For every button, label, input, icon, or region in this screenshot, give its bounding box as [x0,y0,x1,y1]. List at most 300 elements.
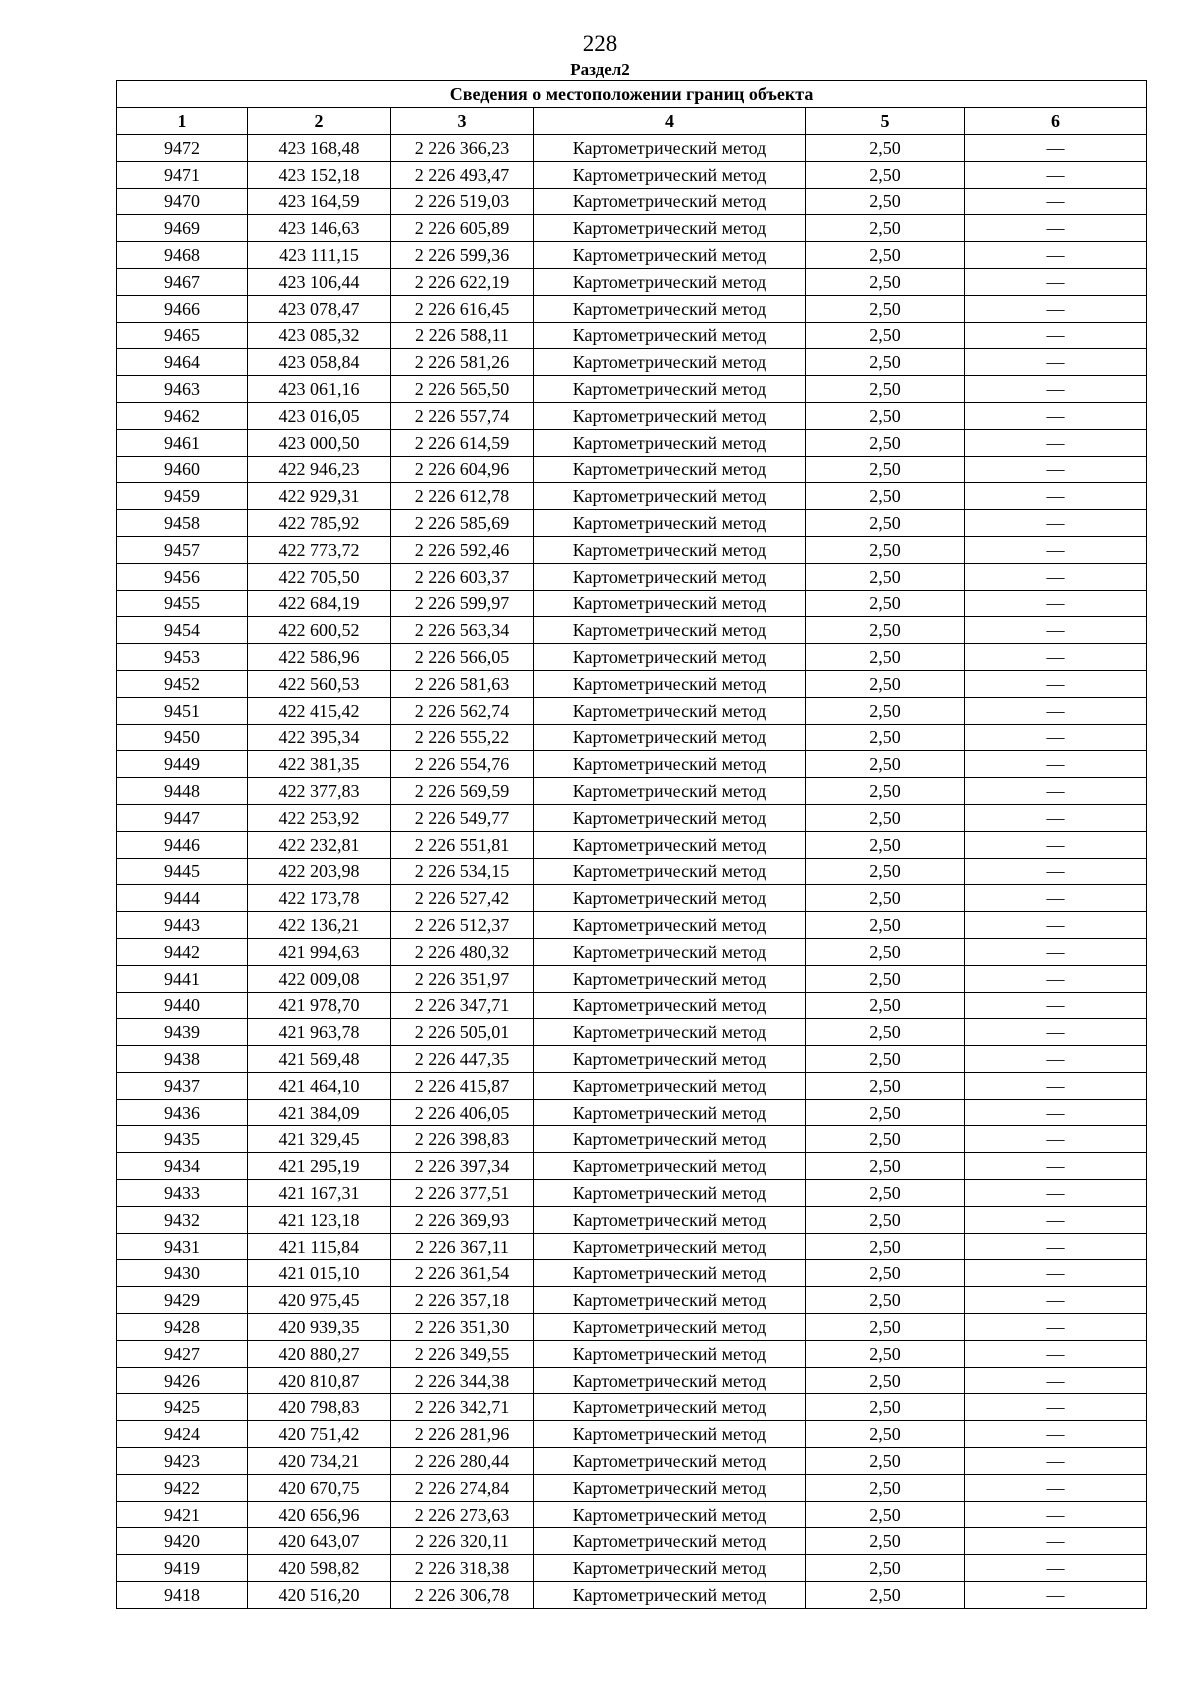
method-cell: Картометрический метод [534,1448,806,1475]
accuracy-cell: 2,50 [806,1206,965,1233]
y-coordinate-cell: 2 226 349,55 [391,1340,534,1367]
accuracy-cell: 2,50 [806,1046,965,1073]
y-coordinate-cell: 2 226 347,71 [391,992,534,1019]
table-row [117,1180,1147,1207]
y-coordinate-cell: 2 226 369,93 [391,1206,534,1233]
accuracy-cell: 2,50 [806,188,965,215]
method-cell: Картометрический метод [534,135,806,162]
y-coordinate-cell: 2 226 493,47 [391,161,534,188]
accuracy-cell: 2,50 [806,1582,965,1609]
method-cell: Картометрический метод [534,510,806,537]
accuracy-cell: 2,50 [806,724,965,751]
accuracy-cell: 2,50 [806,135,965,162]
method-cell: Картометрический метод [534,1099,806,1126]
x-coordinate-cell: 422 415,42 [248,697,391,724]
point-number-cell: 9435 [117,1126,248,1153]
table-row [117,1448,1147,1475]
description-cell: — [965,1340,1147,1367]
description-cell: — [965,429,1147,456]
accuracy-cell: 2,50 [806,858,965,885]
point-number-cell: 9420 [117,1528,248,1555]
y-coordinate-cell: 2 226 398,83 [391,1126,534,1153]
x-coordinate-cell: 423 168,48 [248,135,391,162]
description-cell: — [965,1153,1147,1180]
x-coordinate-cell: 420 880,27 [248,1340,391,1367]
description-cell: — [965,1582,1147,1609]
description-cell: — [965,1367,1147,1394]
section-title: Раздел2 [570,60,630,79]
description-cell: — [965,376,1147,403]
description-cell: — [965,1206,1147,1233]
accuracy-cell: 2,50 [806,376,965,403]
point-number-cell: 9431 [117,1233,248,1260]
accuracy-cell: 2,50 [806,510,965,537]
x-coordinate-cell: 422 381,35 [248,751,391,778]
table-row [117,1099,1147,1126]
method-cell: Картометрический метод [534,1501,806,1528]
table-row [117,322,1147,349]
description-cell: — [965,751,1147,778]
table-row [117,483,1147,510]
x-coordinate-cell: 423 106,44 [248,268,391,295]
accuracy-cell: 2,50 [806,1072,965,1099]
table-row [117,697,1147,724]
x-coordinate-cell: 420 975,45 [248,1287,391,1314]
x-coordinate-cell: 422 785,92 [248,510,391,537]
accuracy-cell: 2,50 [806,1314,965,1341]
description-cell: — [965,697,1147,724]
y-coordinate-cell: 2 226 592,46 [391,536,534,563]
boundary-table [116,80,1147,1609]
description-cell: — [965,268,1147,295]
description-cell: — [965,590,1147,617]
y-coordinate-cell: 2 226 599,97 [391,590,534,617]
method-cell: Картометрический метод [534,161,806,188]
description-cell: — [965,912,1147,939]
description-cell: — [965,1126,1147,1153]
y-coordinate-cell: 2 226 361,54 [391,1260,534,1287]
point-number-cell: 9433 [117,1180,248,1207]
method-cell: Картометрический метод [534,563,806,590]
accuracy-cell: 2,50 [806,670,965,697]
description-cell: — [965,188,1147,215]
x-coordinate-cell: 421 167,31 [248,1180,391,1207]
y-coordinate-cell: 2 226 505,01 [391,1019,534,1046]
point-number-cell: 9460 [117,456,248,483]
table-row [117,1046,1147,1073]
y-coordinate-cell: 2 226 281,96 [391,1421,534,1448]
header-row [117,108,1147,135]
y-coordinate-cell: 2 226 554,76 [391,751,534,778]
accuracy-cell: 2,50 [806,697,965,724]
description-cell: — [965,1448,1147,1475]
table-row [117,456,1147,483]
y-coordinate-cell: 2 226 562,74 [391,697,534,724]
x-coordinate-cell: 421 978,70 [248,992,391,1019]
table-row [117,617,1147,644]
method-cell: Картометрический метод [534,831,806,858]
accuracy-cell: 2,50 [806,644,965,671]
method-cell: Картометрический метод [534,670,806,697]
description-cell: — [965,563,1147,590]
description-cell: — [965,644,1147,671]
point-number-cell: 9462 [117,402,248,429]
point-number-cell: 9424 [117,1421,248,1448]
y-coordinate-cell: 2 226 612,78 [391,483,534,510]
accuracy-cell: 2,50 [806,1474,965,1501]
table-row [117,992,1147,1019]
y-coordinate-cell: 2 226 565,50 [391,376,534,403]
table-row [117,1233,1147,1260]
y-coordinate-cell: 2 226 549,77 [391,804,534,831]
y-coordinate-cell: 2 226 605,89 [391,215,534,242]
table-row [117,831,1147,858]
table-row [117,536,1147,563]
column-header-2: 2 [248,108,391,135]
x-coordinate-cell: 421 329,45 [248,1126,391,1153]
description-cell: — [965,456,1147,483]
x-coordinate-cell: 422 136,21 [248,912,391,939]
method-cell: Картометрический метод [534,1555,806,1582]
y-coordinate-cell: 2 226 581,63 [391,670,534,697]
point-number-cell: 9437 [117,1072,248,1099]
y-coordinate-cell: 2 226 563,34 [391,617,534,644]
description-cell: — [965,322,1147,349]
accuracy-cell: 2,50 [806,938,965,965]
accuracy-cell: 2,50 [806,965,965,992]
description-cell: — [965,402,1147,429]
table-row [117,1126,1147,1153]
description-cell: — [965,831,1147,858]
point-number-cell: 9466 [117,295,248,322]
table-row [117,590,1147,617]
method-cell: Картометрический метод [534,376,806,403]
table-row [117,965,1147,992]
point-number-cell: 9469 [117,215,248,242]
table-row [117,1206,1147,1233]
x-coordinate-cell: 423 164,59 [248,188,391,215]
table-row [117,429,1147,456]
y-coordinate-cell: 2 226 320,11 [391,1528,534,1555]
x-coordinate-cell: 422 946,23 [248,456,391,483]
y-coordinate-cell: 2 226 604,96 [391,456,534,483]
table-row [117,242,1147,269]
table-row [117,1582,1147,1609]
table-row [117,778,1147,805]
accuracy-cell: 2,50 [806,1260,965,1287]
x-coordinate-cell: 420 670,75 [248,1474,391,1501]
description-cell: — [965,992,1147,1019]
point-number-cell: 9468 [117,242,248,269]
method-cell: Картометрический метод [534,1153,806,1180]
accuracy-cell: 2,50 [806,242,965,269]
point-number-cell: 9456 [117,563,248,590]
column-header-1: 1 [117,108,248,135]
table-row [117,1072,1147,1099]
method-cell: Картометрический метод [534,1180,806,1207]
x-coordinate-cell: 423 000,50 [248,429,391,456]
point-number-cell: 9451 [117,697,248,724]
table-row [117,1555,1147,1582]
point-number-cell: 9444 [117,885,248,912]
method-cell: Картометрический метод [534,1019,806,1046]
point-number-cell: 9425 [117,1394,248,1421]
y-coordinate-cell: 2 226 367,11 [391,1233,534,1260]
x-coordinate-cell: 422 203,98 [248,858,391,885]
accuracy-cell: 2,50 [806,831,965,858]
description-cell: — [965,135,1147,162]
point-number-cell: 9454 [117,617,248,644]
point-number-cell: 9441 [117,965,248,992]
method-cell: Картометрический метод [534,1582,806,1609]
method-cell: Картометрический метод [534,1340,806,1367]
table-row [117,268,1147,295]
table-row [117,135,1147,162]
description-cell: — [965,483,1147,510]
table-body [117,135,1147,1609]
method-cell: Картометрический метод [534,1528,806,1555]
y-coordinate-cell: 2 226 581,26 [391,349,534,376]
y-coordinate-cell: 2 226 415,87 [391,1072,534,1099]
y-coordinate-cell: 2 226 555,22 [391,724,534,751]
point-number-cell: 9436 [117,1099,248,1126]
table-row [117,215,1147,242]
method-cell: Картометрический метод [534,456,806,483]
table-row [117,670,1147,697]
x-coordinate-cell: 421 963,78 [248,1019,391,1046]
y-coordinate-cell: 2 226 566,05 [391,644,534,671]
x-coordinate-cell: 422 377,83 [248,778,391,805]
x-coordinate-cell: 420 751,42 [248,1421,391,1448]
point-number-cell: 9450 [117,724,248,751]
method-cell: Картометрический метод [534,617,806,644]
accuracy-cell: 2,50 [806,1340,965,1367]
point-number-cell: 9440 [117,992,248,1019]
description-cell: — [965,617,1147,644]
point-number-cell: 9419 [117,1555,248,1582]
y-coordinate-cell: 2 226 534,15 [391,858,534,885]
description-cell: — [965,938,1147,965]
y-coordinate-cell: 2 226 406,05 [391,1099,534,1126]
accuracy-cell: 2,50 [806,804,965,831]
accuracy-cell: 2,50 [806,1019,965,1046]
accuracy-cell: 2,50 [806,429,965,456]
x-coordinate-cell: 422 232,81 [248,831,391,858]
x-coordinate-cell: 422 773,72 [248,536,391,563]
accuracy-cell: 2,50 [806,778,965,805]
point-number-cell: 9430 [117,1260,248,1287]
table-row [117,1153,1147,1180]
table-row [117,912,1147,939]
accuracy-cell: 2,50 [806,1287,965,1314]
y-coordinate-cell: 2 226 599,36 [391,242,534,269]
x-coordinate-cell: 421 115,84 [248,1233,391,1260]
description-cell: — [965,1314,1147,1341]
description-cell: — [965,1046,1147,1073]
table-row [117,1501,1147,1528]
accuracy-cell: 2,50 [806,456,965,483]
point-number-cell: 9472 [117,135,248,162]
description-cell: — [965,1555,1147,1582]
point-number-cell: 9442 [117,938,248,965]
x-coordinate-cell: 421 569,48 [248,1046,391,1073]
method-cell: Картометрический метод [534,858,806,885]
method-cell: Картометрический метод [534,1072,806,1099]
point-number-cell: 9422 [117,1474,248,1501]
y-coordinate-cell: 2 226 274,84 [391,1474,534,1501]
table-row [117,510,1147,537]
y-coordinate-cell: 2 226 614,59 [391,429,534,456]
table-row [117,804,1147,831]
x-coordinate-cell: 422 173,78 [248,885,391,912]
y-coordinate-cell: 2 226 273,63 [391,1501,534,1528]
accuracy-cell: 2,50 [806,1153,965,1180]
description-cell: — [965,536,1147,563]
x-coordinate-cell: 423 058,84 [248,349,391,376]
x-coordinate-cell: 423 111,15 [248,242,391,269]
accuracy-cell: 2,50 [806,1126,965,1153]
y-coordinate-cell: 2 226 519,03 [391,188,534,215]
accuracy-cell: 2,50 [806,1528,965,1555]
x-coordinate-cell: 420 516,20 [248,1582,391,1609]
y-coordinate-cell: 2 226 512,37 [391,912,534,939]
accuracy-cell: 2,50 [806,1367,965,1394]
table-row [117,1474,1147,1501]
method-cell: Картометрический метод [534,992,806,1019]
x-coordinate-cell: 422 253,92 [248,804,391,831]
table-row [117,858,1147,885]
x-coordinate-cell: 421 384,09 [248,1099,391,1126]
y-coordinate-cell: 2 226 351,97 [391,965,534,992]
point-number-cell: 9443 [117,912,248,939]
description-cell: — [965,349,1147,376]
method-cell: Картометрический метод [534,1233,806,1260]
point-number-cell: 9459 [117,483,248,510]
page-number: 228 [582,31,618,56]
method-cell: Картометрический метод [534,1394,806,1421]
x-coordinate-cell: 422 560,53 [248,670,391,697]
y-coordinate-cell: 2 226 480,32 [391,938,534,965]
method-cell: Картометрический метод [534,590,806,617]
method-cell: Картометрический метод [534,215,806,242]
x-coordinate-cell: 423 085,32 [248,322,391,349]
x-coordinate-cell: 422 600,52 [248,617,391,644]
y-coordinate-cell: 2 226 342,71 [391,1394,534,1421]
point-number-cell: 9467 [117,268,248,295]
y-coordinate-cell: 2 226 280,44 [391,1448,534,1475]
table-row [117,885,1147,912]
table-row [117,1260,1147,1287]
accuracy-cell: 2,50 [806,992,965,1019]
table-row [117,188,1147,215]
method-cell: Картометрический метод [534,697,806,724]
table-row [117,1367,1147,1394]
description-cell: — [965,1099,1147,1126]
y-coordinate-cell: 2 226 397,34 [391,1153,534,1180]
accuracy-cell: 2,50 [806,402,965,429]
accuracy-cell: 2,50 [806,1448,965,1475]
accuracy-cell: 2,50 [806,885,965,912]
method-cell: Картометрический метод [534,804,806,831]
x-coordinate-cell: 420 598,82 [248,1555,391,1582]
accuracy-cell: 2,50 [806,1180,965,1207]
method-cell: Картометрический метод [534,751,806,778]
accuracy-cell: 2,50 [806,1233,965,1260]
table-row [117,644,1147,671]
y-coordinate-cell: 2 226 603,37 [391,563,534,590]
description-cell: — [965,1180,1147,1207]
table-row [117,1019,1147,1046]
table-row [117,724,1147,751]
y-coordinate-cell: 2 226 377,51 [391,1180,534,1207]
method-cell: Картометрический метод [534,188,806,215]
table-row [117,1394,1147,1421]
point-number-cell: 9445 [117,858,248,885]
method-cell: Картометрический метод [534,483,806,510]
point-number-cell: 9427 [117,1340,248,1367]
x-coordinate-cell: 421 123,18 [248,1206,391,1233]
column-header-3: 3 [391,108,534,135]
point-number-cell: 9434 [117,1153,248,1180]
point-number-cell: 9465 [117,322,248,349]
method-cell: Картометрический метод [534,1206,806,1233]
description-cell: — [965,215,1147,242]
x-coordinate-cell: 422 684,19 [248,590,391,617]
x-coordinate-cell: 421 994,63 [248,938,391,965]
x-coordinate-cell: 423 061,16 [248,376,391,403]
description-cell: — [965,858,1147,885]
y-coordinate-cell: 2 226 318,38 [391,1555,534,1582]
description-cell: — [965,295,1147,322]
method-cell: Картометрический метод [534,1287,806,1314]
method-cell: Картометрический метод [534,536,806,563]
method-cell: Картометрический метод [534,1260,806,1287]
y-coordinate-cell: 2 226 447,35 [391,1046,534,1073]
y-coordinate-cell: 2 226 585,69 [391,510,534,537]
x-coordinate-cell: 420 810,87 [248,1367,391,1394]
point-number-cell: 9432 [117,1206,248,1233]
y-coordinate-cell: 2 226 588,11 [391,322,534,349]
x-coordinate-cell: 421 295,19 [248,1153,391,1180]
x-coordinate-cell: 422 929,31 [248,483,391,510]
description-cell: — [965,510,1147,537]
y-coordinate-cell: 2 226 351,30 [391,1314,534,1341]
table-row [117,938,1147,965]
table-row [117,295,1147,322]
accuracy-cell: 2,50 [806,590,965,617]
table-row [117,1314,1147,1341]
x-coordinate-cell: 422 586,96 [248,644,391,671]
table-row [117,1340,1147,1367]
x-coordinate-cell: 420 734,21 [248,1448,391,1475]
y-coordinate-cell: 2 226 551,81 [391,831,534,858]
x-coordinate-cell: 420 643,07 [248,1528,391,1555]
point-number-cell: 9447 [117,804,248,831]
table-head [117,81,1147,135]
table-row [117,1287,1147,1314]
point-number-cell: 9471 [117,161,248,188]
y-coordinate-cell: 2 226 622,19 [391,268,534,295]
description-cell: — [965,1260,1147,1287]
x-coordinate-cell: 423 078,47 [248,295,391,322]
accuracy-cell: 2,50 [806,1394,965,1421]
accuracy-cell: 2,50 [806,295,965,322]
accuracy-cell: 2,50 [806,215,965,242]
point-number-cell: 9448 [117,778,248,805]
description-cell: — [965,724,1147,751]
x-coordinate-cell: 420 939,35 [248,1314,391,1341]
table-row [117,1421,1147,1448]
